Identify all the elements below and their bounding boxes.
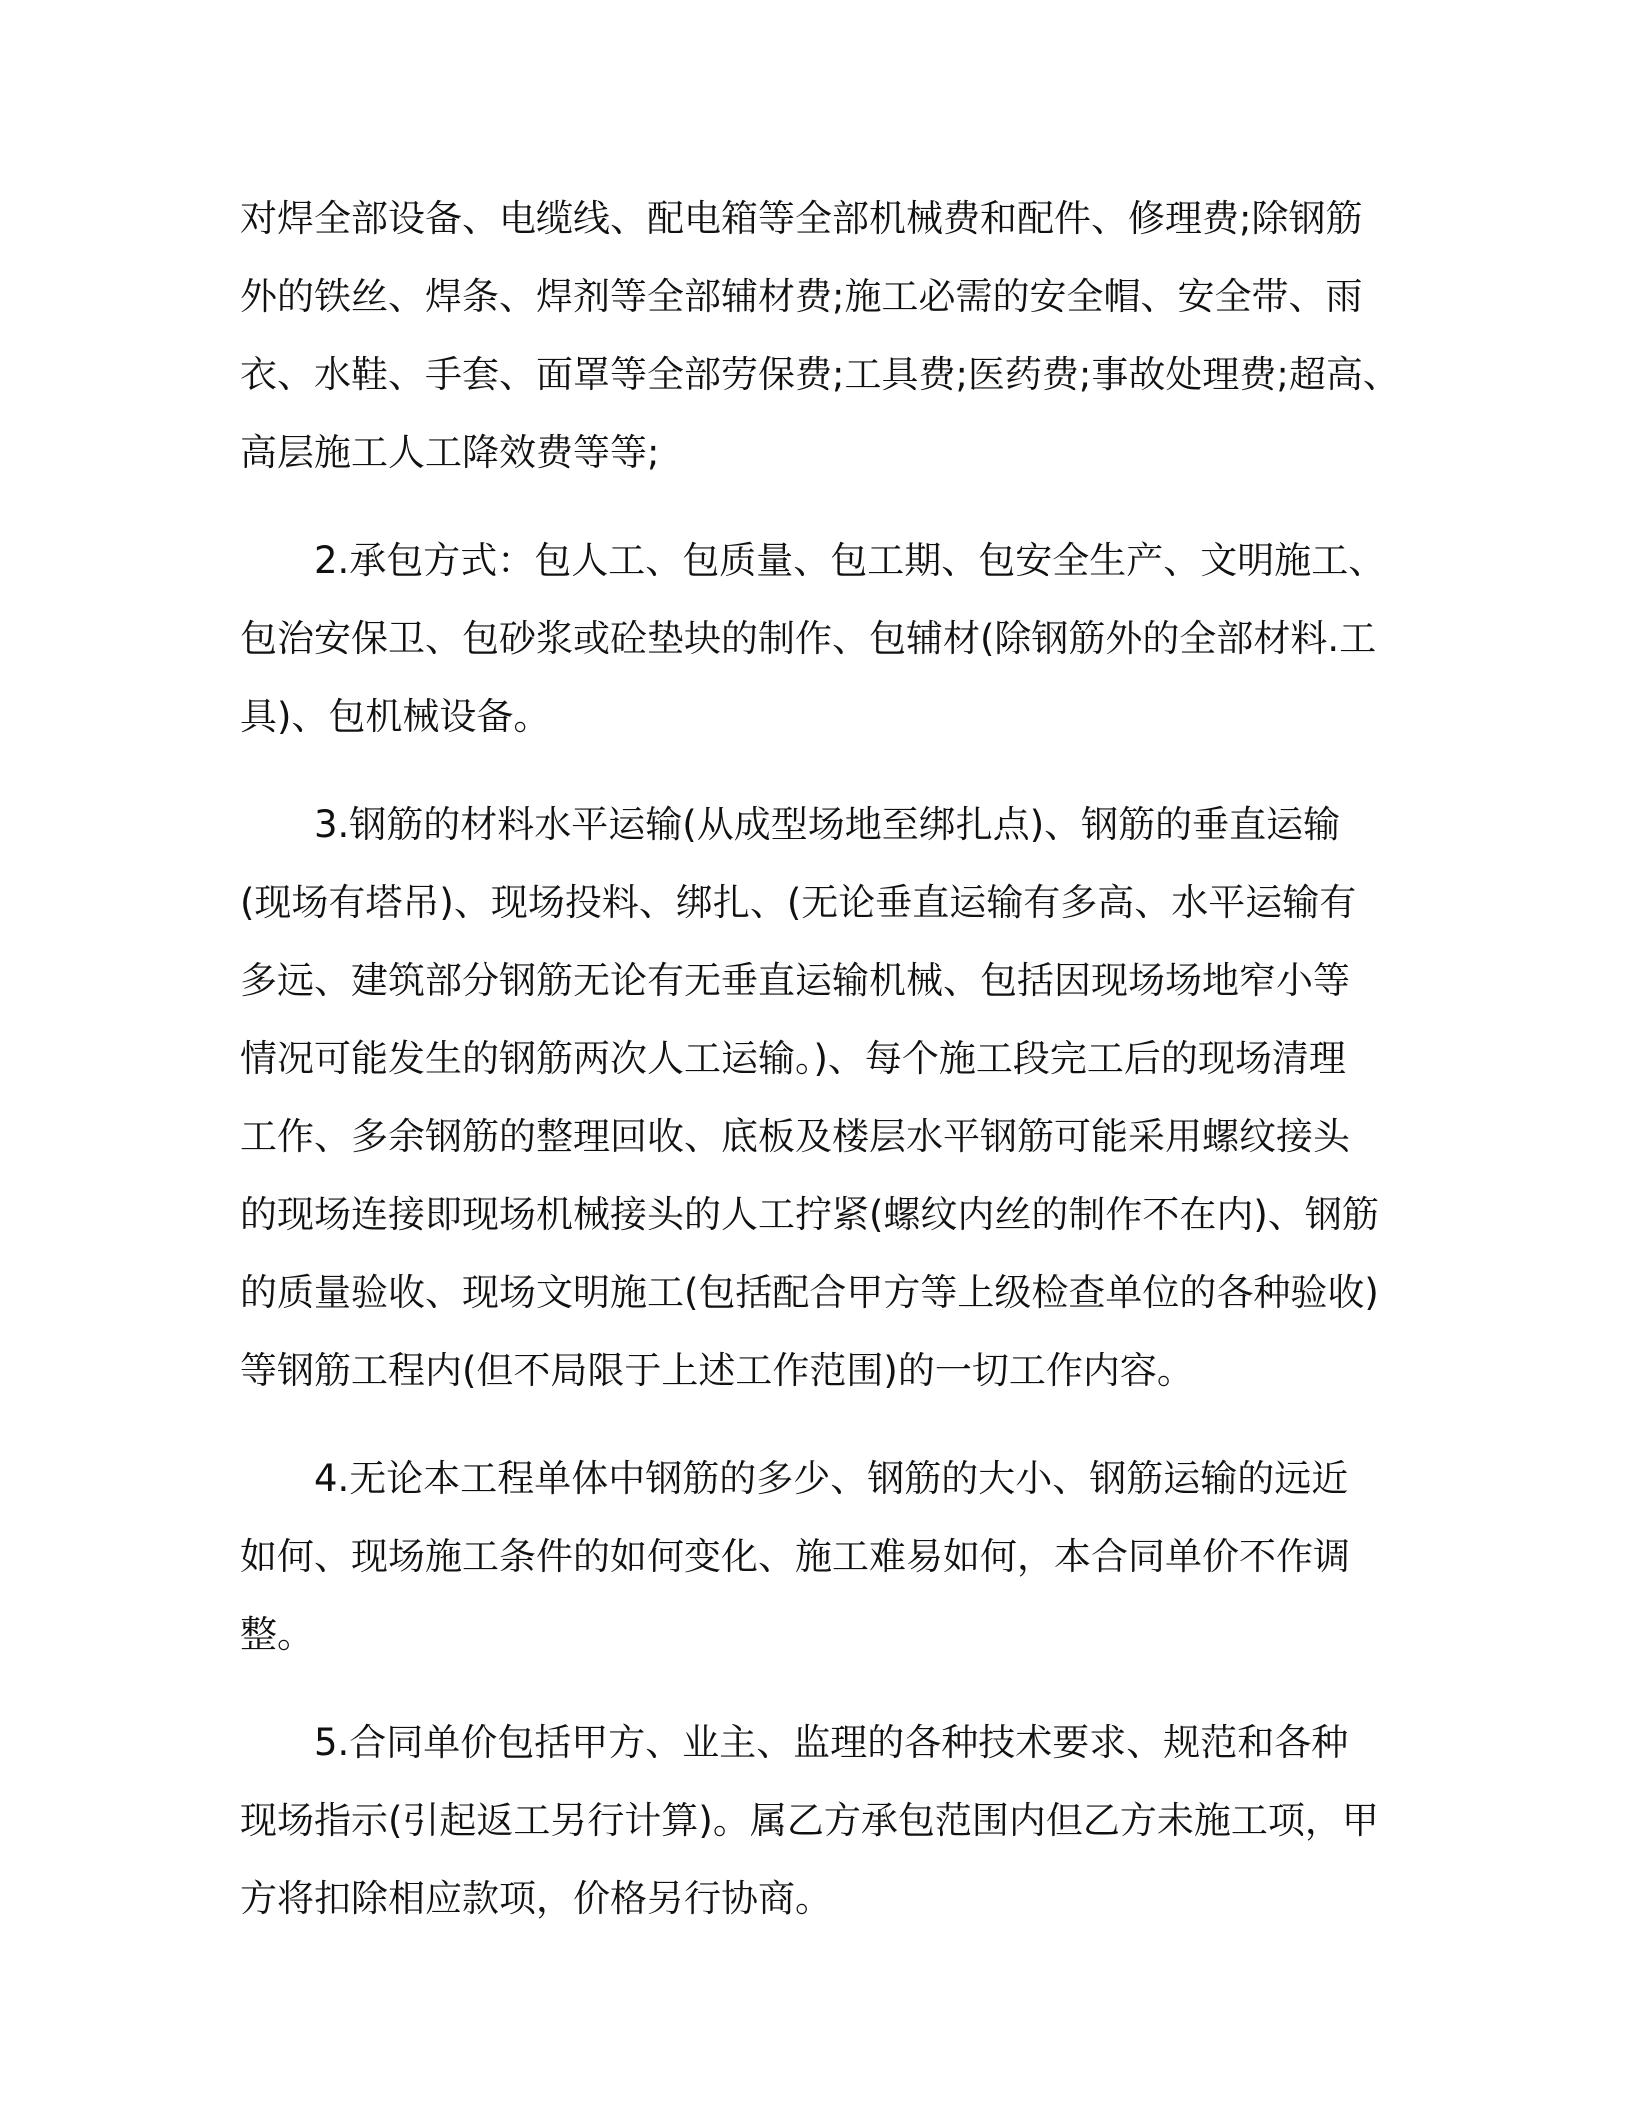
paragraph-item-5	[240, 1704, 1400, 1938]
text-line: 多远、建筑部分钢筋无论有无垂直运输机械、包括因现场场地窄小等	[240, 959, 1350, 1002]
text-line: 如何、现场施工条件的如何变化、施工难易如何，本合同单价不作调	[240, 1535, 1350, 1578]
text-line: 外的铁丝、焊条、焊剂等全部辅材费;施工必需的安全帽、安全带、雨	[240, 275, 1363, 318]
paragraph-fees	[240, 180, 1400, 492]
text-line: 等钢筋工程内(但不局限于上述工作范围)的一切工作内容。	[240, 1349, 1194, 1392]
paragraph-item-4	[240, 1440, 1400, 1674]
text-line: 3.钢筋的材料水平运输(从成型场地至绑扎点)、钢筋的垂直运输	[314, 803, 1341, 846]
text-line: 衣、水鞋、手套、面罩等全部劳保费;工具费;医药费;事故处理费;超高、	[240, 353, 1400, 396]
text-line: 工作、多余钢筋的整理回收、底板及楼层水平钢筋可能采用螺纹接头	[240, 1115, 1350, 1158]
text-line: 整。	[240, 1613, 314, 1656]
text-line: 具)、包机械设备。	[240, 695, 551, 738]
text-line: 4.无论本工程单体中钢筋的多少、钢筋的大小、钢筋运输的远近	[314, 1457, 1349, 1500]
paragraph-item-2	[240, 522, 1400, 756]
text-line: 方将扣除相应款项，价格另行协商。	[240, 1877, 832, 1920]
document-body	[240, 180, 1400, 1968]
text-line: 的质量验收、现场文明施工(包括配合甲方等上级检查单位的各种验收)	[240, 1271, 1379, 1314]
text-line: 的现场连接即现场机械接头的人工拧紧(螺纹内丝的制作不在内)、钢筋	[240, 1193, 1379, 1236]
text-line: 高层施工人工降效费等等;	[240, 431, 660, 474]
text-line: 包治安保卫、包砂浆或砼垫块的制作、包辅材(除钢筋外的全部材料.工	[240, 617, 1377, 660]
text-line: 现场指示(引起返工另行计算)。属乙方承包范围内但乙方未施工项，甲	[240, 1799, 1379, 1842]
text-line: 对焊全部设备、电缆线、配电箱等全部机械费和配件、修理费;除钢筋	[240, 197, 1363, 240]
text-line: (现场有塔吊)、现场投料、绑扎、(无论垂直运输有多高、水平运输有	[240, 881, 1357, 924]
text-line: 2.承包方式：包人工、包质量、包工期、包安全生产、文明施工、	[314, 539, 1386, 582]
text-line: 情况可能发生的钢筋两次人工运输。)、每个施工段完工后的现场清理	[240, 1037, 1346, 1080]
paragraph-item-3	[240, 786, 1400, 1410]
text-line: 5.合同单价包括甲方、业主、监理的各种技术要求、规范和各种	[314, 1721, 1349, 1764]
